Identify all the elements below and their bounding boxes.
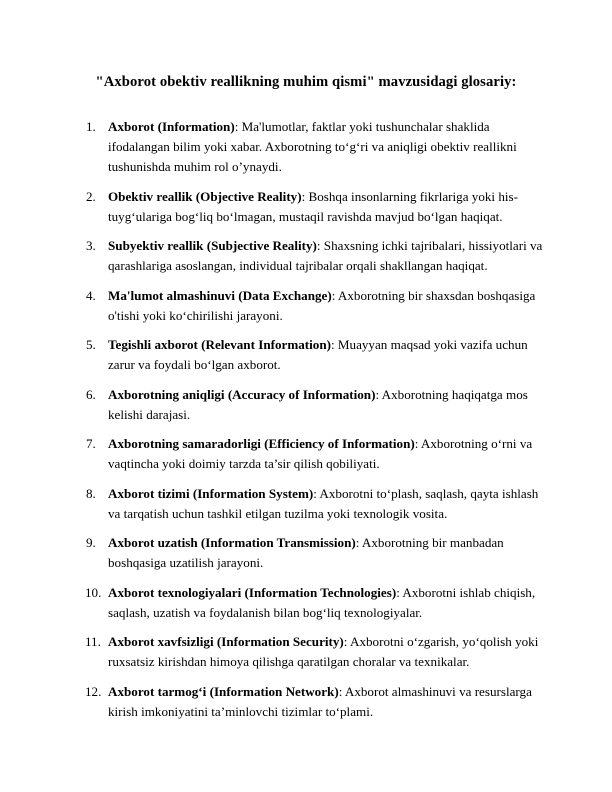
glossary-definition: : Axborot almashinuvi va resurslarga kirish imkoniyatini ta’minlovchi tizimlar toʻplami. <box>108 683 532 719</box>
list-item-number: 7. <box>86 436 96 451</box>
glossary-term: Axborot texnologiyalari (Information Technologies) <box>108 584 397 600</box>
glossary-term: Axborotning samaradorligi (Efficiency of Information) <box>108 436 415 451</box>
glossary-term: Obektiv reallik (Objective Reality) <box>108 188 302 204</box>
glossary-term: Axborot (Information) <box>108 119 235 134</box>
list-item <box>86 533 548 573</box>
glossary-definition: : Axborotning haqiqatga mos kelishi darajasi. <box>108 386 528 422</box>
glossary-definition: : Axborotning bir manbadan boshqasiga uzatilish jarayoni. <box>108 535 504 570</box>
list-item-number: 9. <box>86 535 96 550</box>
page-title: "Axborot obektiv reallikning muhim qismi" mavzusidagi glosariy: <box>95 73 517 90</box>
glossary-definition: : Axborotni toʻplash, saqlash, qayta ishlash va tarqatish uchun tashkil etilgan tuzilma yoki texnologik vosita. <box>108 485 539 521</box>
glossary-term: Axborot tarmogʻi (Information Network) <box>108 683 339 699</box>
list-item-number: 5. <box>86 337 96 352</box>
list-item <box>86 632 548 672</box>
glossary-definition: : Muayyan maqsad yoki vazifa uchun zarur va foydali boʻlgan axborot. <box>108 337 528 372</box>
glossary-term: Axborot tizimi (Information System) <box>108 485 314 501</box>
glossary-definition: : Ma'lumotlar, faktlar yoki tushunchalar shaklida ifodalangan bilim yoki xabar. Axborotning toʻgʻri va aniqligi obektiv reallikni tushunishda muhim rol oʼynaydi. <box>108 119 517 174</box>
list-item-number: 2. <box>86 188 96 204</box>
glossary-term: Axborot xavfsizligi (Information Security) <box>108 634 344 649</box>
glossary-definition: : Axborotning bir shaxsdan boshqasiga o'tishi yoki koʻchirilishi jarayoni. <box>108 287 536 323</box>
glossary-definition: : Axborotni oʻzgarish, yoʻqolish yoki ruxsatsiz kirishdan himoya qilishga qaratilgan choralar va texnikalar. <box>108 634 539 669</box>
list-item-number: 10. <box>85 584 102 600</box>
glossary-list <box>86 117 548 731</box>
glossary-term: Axborot uzatish (Information Transmission) <box>108 535 356 550</box>
glossary-term: Subyektiv reallik (Subjective Reality) <box>108 238 317 253</box>
list-item <box>86 187 548 227</box>
list-item-number: 6. <box>86 386 96 402</box>
glossary-definition: : Shaxsning ichki tajribalari, hissiyotlari va qarashlariga asoslangan, individual tajribalar orqali shakllangan haqiqat. <box>108 238 543 273</box>
list-item-number: 12. <box>85 683 102 699</box>
glossary-term: Axborotning aniqligi (Accuracy of Information) <box>108 386 376 402</box>
list-item <box>86 682 548 722</box>
list-item-number: 11. <box>85 634 101 649</box>
list-item <box>86 236 548 276</box>
list-item <box>86 583 548 623</box>
list-item <box>86 434 548 474</box>
list-item-number: 1. <box>86 119 96 134</box>
glossary-definition: : Axborotning oʻrni va vaqtincha yoki doimiy tarzda ta’sir qilish qobiliyati. <box>108 436 533 471</box>
list-item-number: 8. <box>86 485 96 501</box>
list-item <box>86 484 548 524</box>
list-item <box>86 286 548 326</box>
glossary-term: Ma'lumot almashinuvi (Data Exchange) <box>108 287 332 303</box>
list-item <box>86 335 548 375</box>
list-item <box>86 385 548 425</box>
list-item-number: 4. <box>86 287 96 303</box>
glossary-definition: : Boshqa insonlarning fikrlariga yoki his-tuygʻulariga bogʻliq boʻlmagan, mustaqil ravishda mavjud boʻlgan haqiqat. <box>108 188 518 224</box>
glossary-term: Tegishli axborot (Relevant Information) <box>108 337 331 352</box>
list-item <box>86 117 548 177</box>
glossary-definition: : Axborotni ishlab chiqish, saqlash, uzatish va foydalanish bilan bogʻliq texnologiyalar. <box>108 584 536 620</box>
list-item-number: 3. <box>86 238 96 253</box>
